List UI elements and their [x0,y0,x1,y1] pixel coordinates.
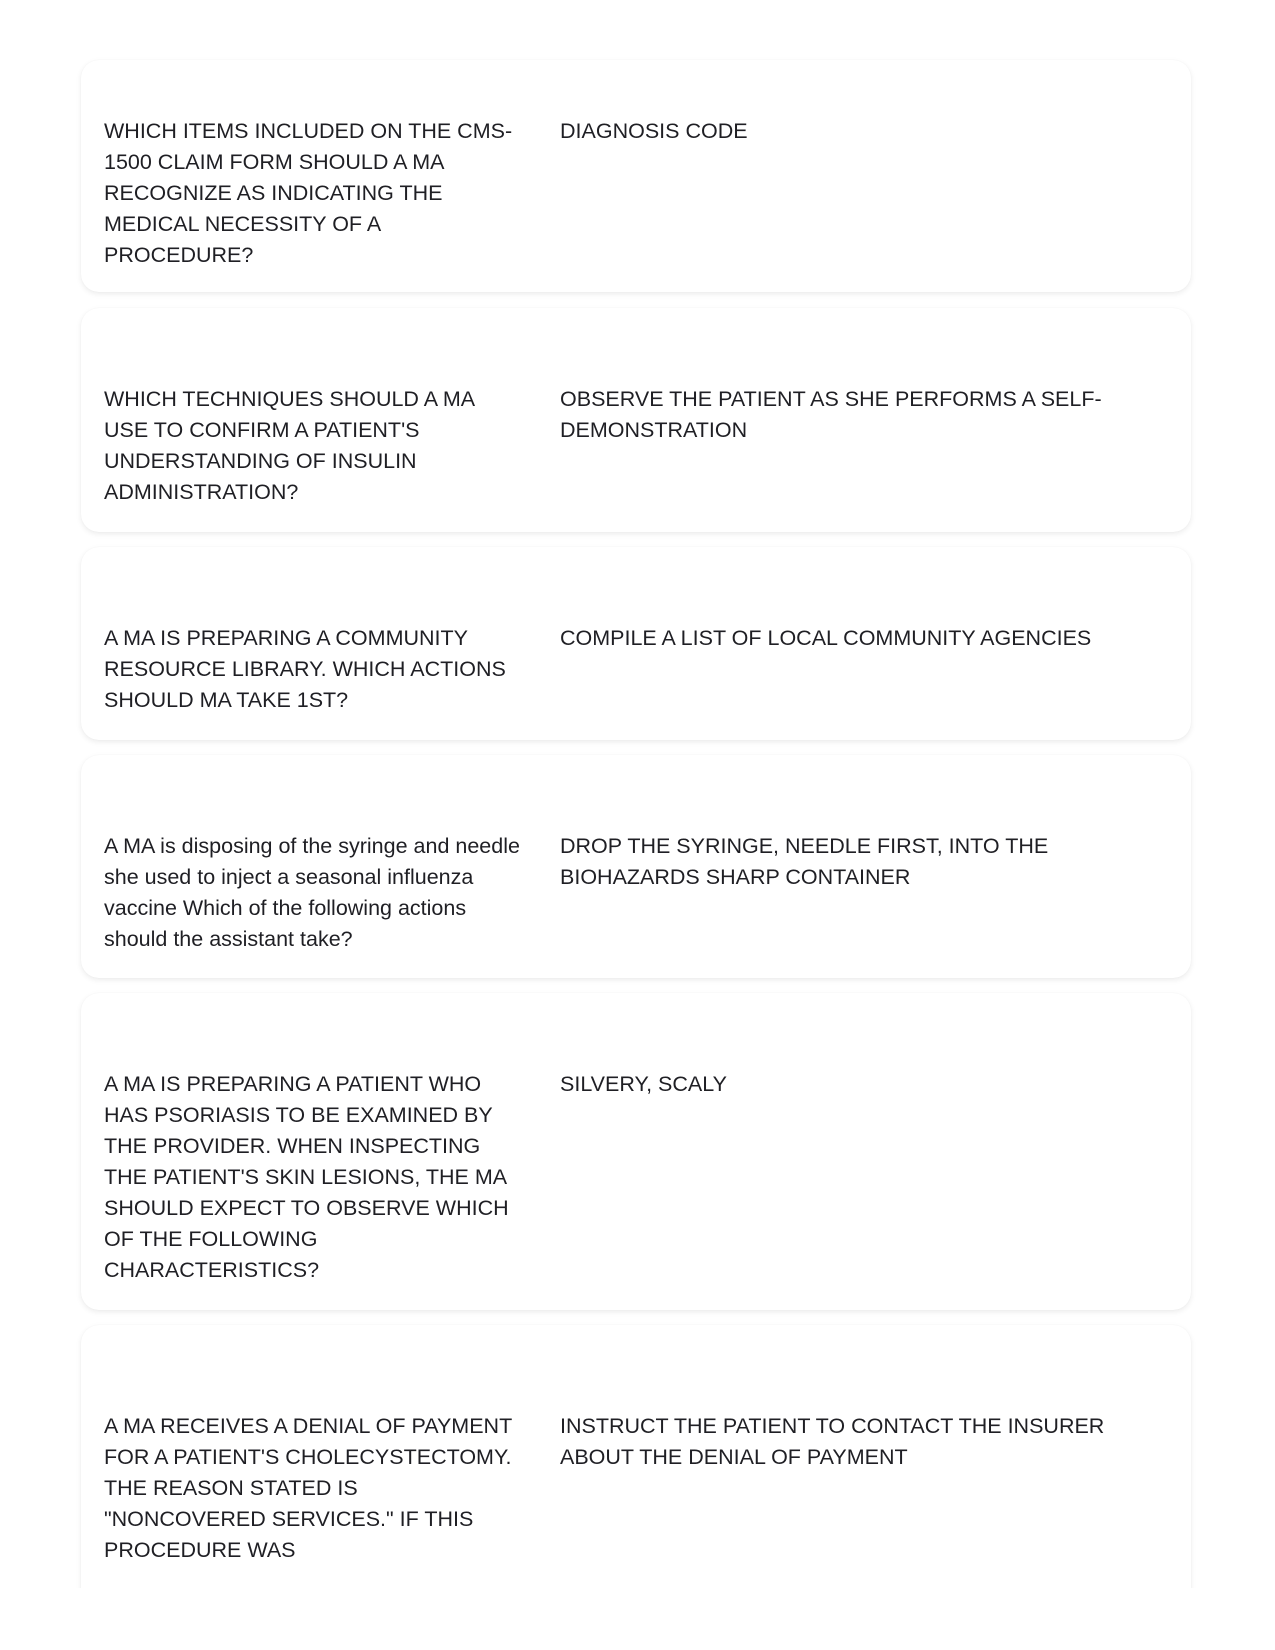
answer-text: DIAGNOSIS CODE [560,119,748,143]
answer-text: DROP THE SYRINGE, NEEDLE FIRST, INTO THE BIOHAZARDS SHARP CONTAINER [560,834,1049,889]
question-text: A MA IS PREPARING A COMMUNITY RESOURCE LIBRARY. WHICH ACTIONS SHOULD MA TAKE 1ST? [104,626,506,712]
flashcard [81,993,1191,1310]
question-text: A MA IS PREPARING A PATIENT WHO HAS PSORIASIS TO BE EXAMINED BY THE PROVIDER. WHEN INSPECTING THE PATIENT'S SKIN LESIONS, THE MA SHOULD EXPECT TO OBSERVE WHICH OF THE FOLLOWING CHARACTERISTICS? [104,1072,509,1282]
flashcard [81,60,1191,292]
flashcard [81,755,1191,978]
question-text: WHICH ITEMS INCLUDED ON THE CMS-1500 CLAIM FORM SHOULD A MA RECOGNIZE AS INDICATING THE MEDICAL NECESSITY OF A PROCEDURE? [104,119,513,267]
question-text: A MA is disposing of the syringe and needle she used to inject a seasonal influenza vaccine Which of the following actions should the assistant take? [104,834,520,951]
question-text: WHICH TECHNIQUES SHOULD A MA USE TO CONFIRM A PATIENT'S UNDERSTANDING OF INSULIN ADMINISTRATION? [104,387,474,504]
page-bottom-margin [0,1588,1275,1650]
question-text: A MA RECEIVES A DENIAL OF PAYMENT FOR A PATIENT'S CHOLECYSTECTOMY. THE REASON STATED IS "NONCOVERED SERVICES." IF THIS PROCEDURE WAS [104,1414,512,1562]
answer-text: SILVERY, SCALY [560,1072,727,1096]
flashcard [81,547,1191,740]
flashcard [81,308,1191,532]
answer-text: COMPILE A LIST OF LOCAL COMMUNITY AGENCIES [560,626,1092,650]
answer-text: INSTRUCT THE PATIENT TO CONTACT THE INSURER ABOUT THE DENIAL OF PAYMENT [560,1414,1105,1469]
answer-text: OBSERVE THE PATIENT AS SHE PERFORMS A SELF-DEMONSTRATION [560,387,1102,442]
